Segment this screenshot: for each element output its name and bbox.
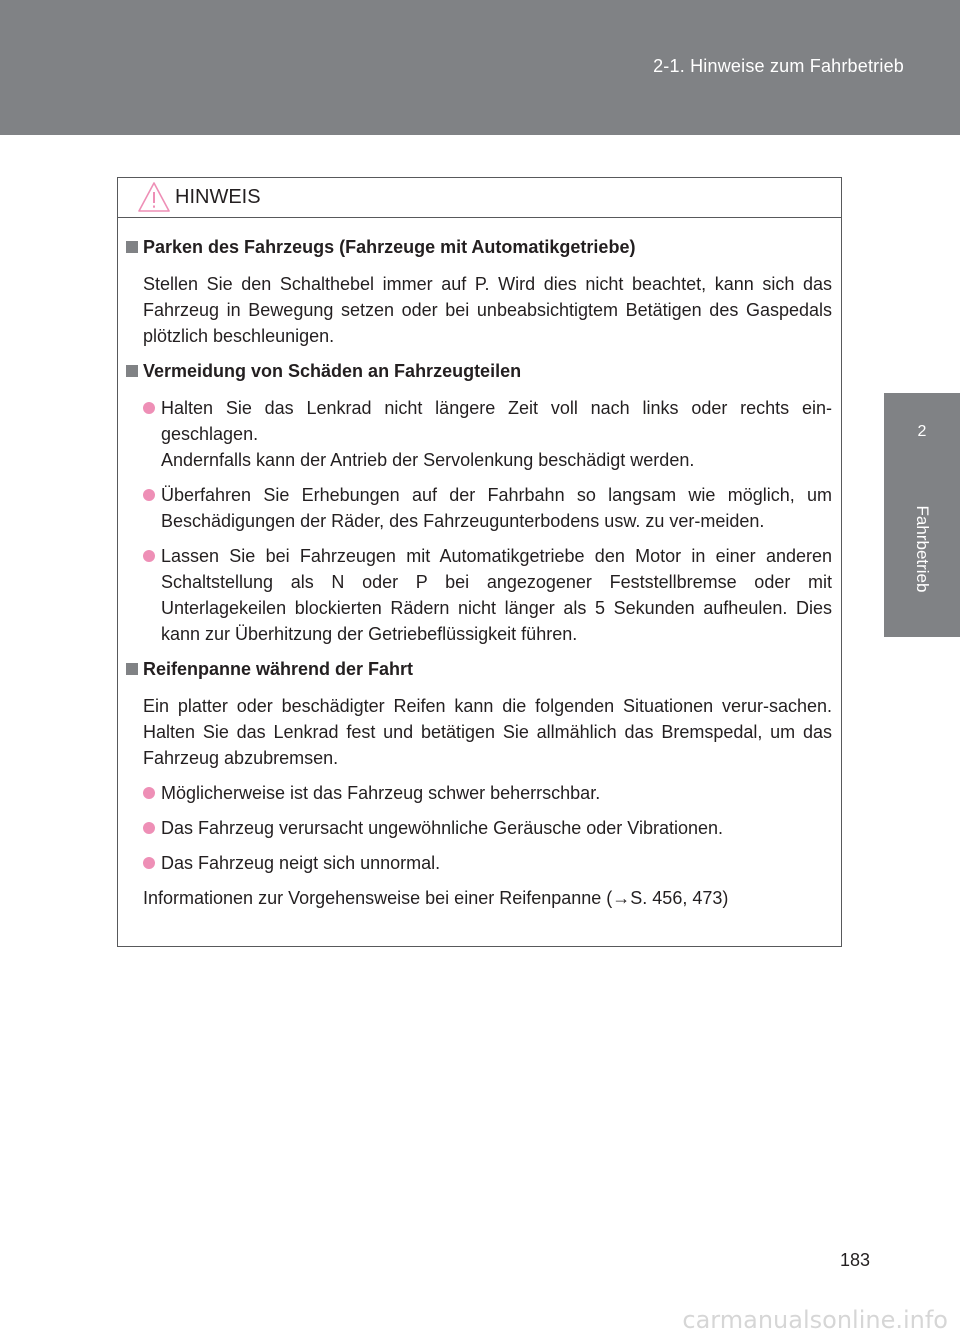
circle-bullet-icon	[143, 822, 155, 834]
circle-bullet-icon	[143, 402, 155, 414]
list-item: Möglicherweise ist das Fahrzeug schwer beherrschbar.	[126, 780, 832, 806]
chapter-label: Fahrbetrieb	[913, 505, 932, 593]
section-heading: Parken des Fahrzeugs (Fahrzeuge mit Automatikgetriebe)	[126, 234, 832, 260]
section-heading: Vermeidung von Schäden an Fahrzeugteilen	[126, 358, 832, 384]
paragraph: Stellen Sie den Schalthebel immer auf P. Wird dies nicht beachtet, kann sich das Fahrzeug in Bewegung setzen oder bei unbeabsichtigtem Betätigen des Gaspedals plötzlich beschleunigen.	[143, 274, 832, 346]
circle-bullet-icon	[143, 550, 155, 562]
circle-bullet-icon	[143, 489, 155, 501]
section-heading: Reifenpanne während der Fahrt	[126, 656, 832, 682]
watermark: carmanualsonline.info	[682, 1306, 948, 1334]
notice-title: HINWEIS	[175, 186, 261, 208]
square-bullet-icon	[126, 241, 138, 253]
circle-bullet-icon	[143, 857, 155, 869]
list-item: Das Fahrzeug verursacht ungewöhnliche Geräusche oder Vibrationen.	[126, 815, 832, 841]
section-title: 2-1. Hinweise zum Fahrbetrieb	[653, 56, 904, 76]
circle-bullet-icon	[143, 787, 155, 799]
warning-triangle-icon	[138, 181, 170, 213]
chapter-number: 2	[917, 423, 927, 440]
paragraph: Ein platter oder beschädigter Reifen kann die folgenden Situationen verur-sachen. Halten Sie das Lenkrad fest und betätigen Sie allmählich das Bremspedal, um das Fahrzeug abzubremsen.	[143, 696, 832, 768]
page-reference[interactable]: Informationen zur Vorgehensweise bei einer Reifenpanne (→S. 456, 473)	[143, 888, 729, 908]
list-item: Überfahren Sie Erhebungen auf der Fahrbahn so langsam wie möglich, um Beschädigungen der Räder, des Fahrzeugunterbodens usw. zu ver-meiden.	[126, 482, 832, 534]
square-bullet-icon	[126, 663, 138, 675]
notice-header	[118, 178, 841, 218]
list-item: Das Fahrzeug neigt sich unnormal.	[126, 850, 832, 876]
notice-box	[117, 177, 842, 947]
chapter-tab[interactable]	[884, 393, 960, 637]
page-number: 183	[840, 1250, 871, 1270]
list-item: Halten Sie das Lenkrad nicht längere Zeit voll nach links oder rechts ein-geschlagen. Andernfalls kann der Antrieb der Servolenkung beschädigt werden.	[126, 395, 832, 473]
list-item: Lassen Sie bei Fahrzeugen mit Automatikgetriebe den Motor in einer anderen Schaltstellung als N oder P bei angezogener Feststellbremse oder mit Unterlagekeilen blockierten Rädern nicht länger als 5 Sekunden aufheulen. Dies kann zur Überhitzung der Getriebeflüssigkeit führen.	[126, 543, 832, 647]
square-bullet-icon	[126, 365, 138, 377]
notice-content	[118, 218, 841, 911]
header-band	[0, 0, 960, 135]
